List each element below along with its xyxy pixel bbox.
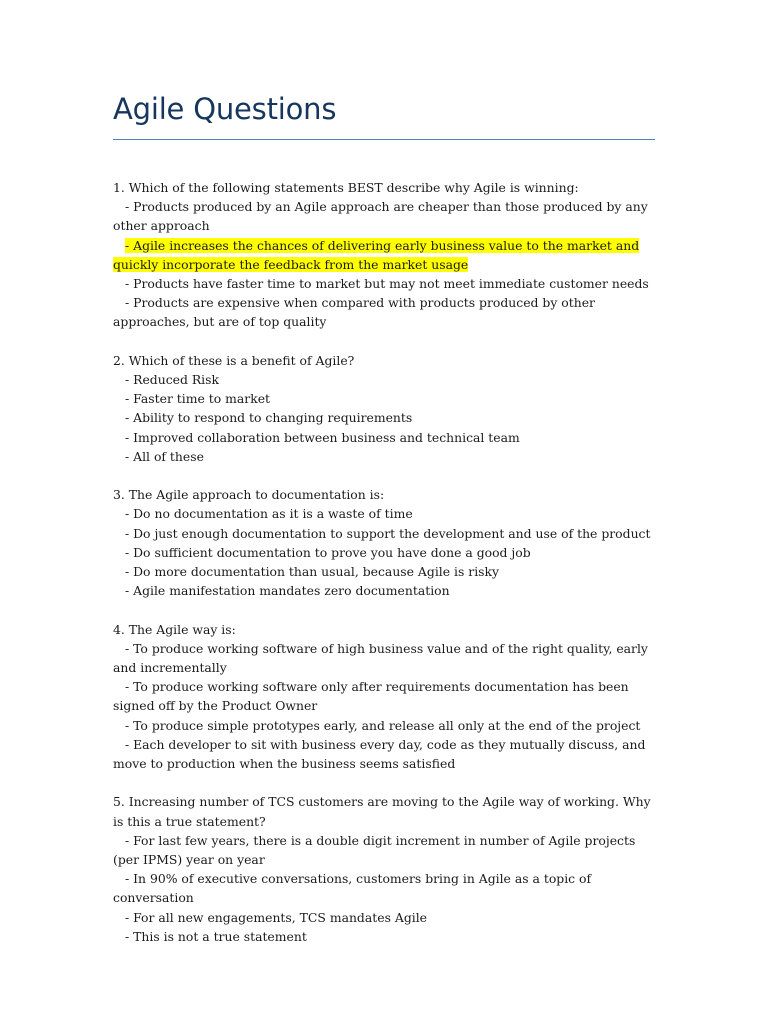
answer-option: - Do sufficient documentation to prove you have done a good job <box>125 544 531 560</box>
answer-option: - Do just enough documentation to support the development and use of the product <box>125 525 651 541</box>
answer-option: - Improved collaboration between business and technical team <box>125 429 520 445</box>
answer-option: - Products have faster time to market but may not meet immediate customer needs <box>125 276 649 292</box>
answer-option: - Products produced by an Agile approach are cheaper than those produced by any other approach <box>113 199 648 234</box>
answer-option: - Each developer to sit with business every day, code as they mutually discuss, and move to production when the business seems satisfied <box>113 736 646 772</box>
question-1 <box>113 178 658 332</box>
answer-option: - Ability to respond to changing requirements <box>125 410 413 426</box>
page-title: Agile Questions <box>113 92 337 126</box>
answer-option: - Do no documentation as it is a waste of time <box>125 506 413 522</box>
question-2 <box>113 351 658 466</box>
answer-option: - Faster time to market <box>125 391 271 407</box>
answer-option-highlighted <box>113 236 658 274</box>
answer-option: - To produce working software of high business value and of the right quality, early and incrementally <box>113 640 648 676</box>
question-text: 3. The Agile approach to documentation is: <box>113 487 385 503</box>
answer-option: - Agile manifestation mandates zero documentation <box>125 583 450 599</box>
answer-option: - Products are expensive when compared with products produced by other approaches, but are of top quality <box>113 295 595 330</box>
highlight-mark: - Agile increases the chances of delivering early business value to the market and quickly incorporate the feedback from the market usage <box>113 237 640 272</box>
answer-option: - Reduced Risk <box>125 372 220 388</box>
answer-option: - In 90% of executive conversations, customers bring in Agile as a topic of conversation <box>113 871 592 906</box>
question-text: 1. Which of the following statements BEST describe why Agile is winning: <box>113 180 579 195</box>
question-text: 2. Which of these is a benefit of Agile? <box>113 352 355 368</box>
answer-option: - For all new engagements, TCS mandates Agile <box>125 909 428 925</box>
answer-option: - This is not a true statement <box>125 928 307 944</box>
answer-option: - To produce working software only after requirements documentation has been signed off by the Product Owner <box>113 679 629 714</box>
answer-option: - For last few years, there is a double digit increment in number of Agile projects (per IPMS) year on year <box>113 832 636 868</box>
question-text: 4. The Agile way is: <box>113 621 236 637</box>
question-4 <box>113 620 658 774</box>
questions-body <box>113 178 658 965</box>
answer-option: - To produce simple prototypes early, and release all only at the end of the project <box>125 717 641 733</box>
question-3 <box>113 485 658 600</box>
title-underline <box>113 139 655 140</box>
question-5 <box>113 792 658 946</box>
answer-option: - Do more documentation than usual, because Agile is risky <box>125 564 500 580</box>
answer-option: - All of these <box>125 448 204 464</box>
question-text: 5. Increasing number of TCS customers are moving to the Agile way of working. Why is this a true statement? <box>113 794 651 829</box>
